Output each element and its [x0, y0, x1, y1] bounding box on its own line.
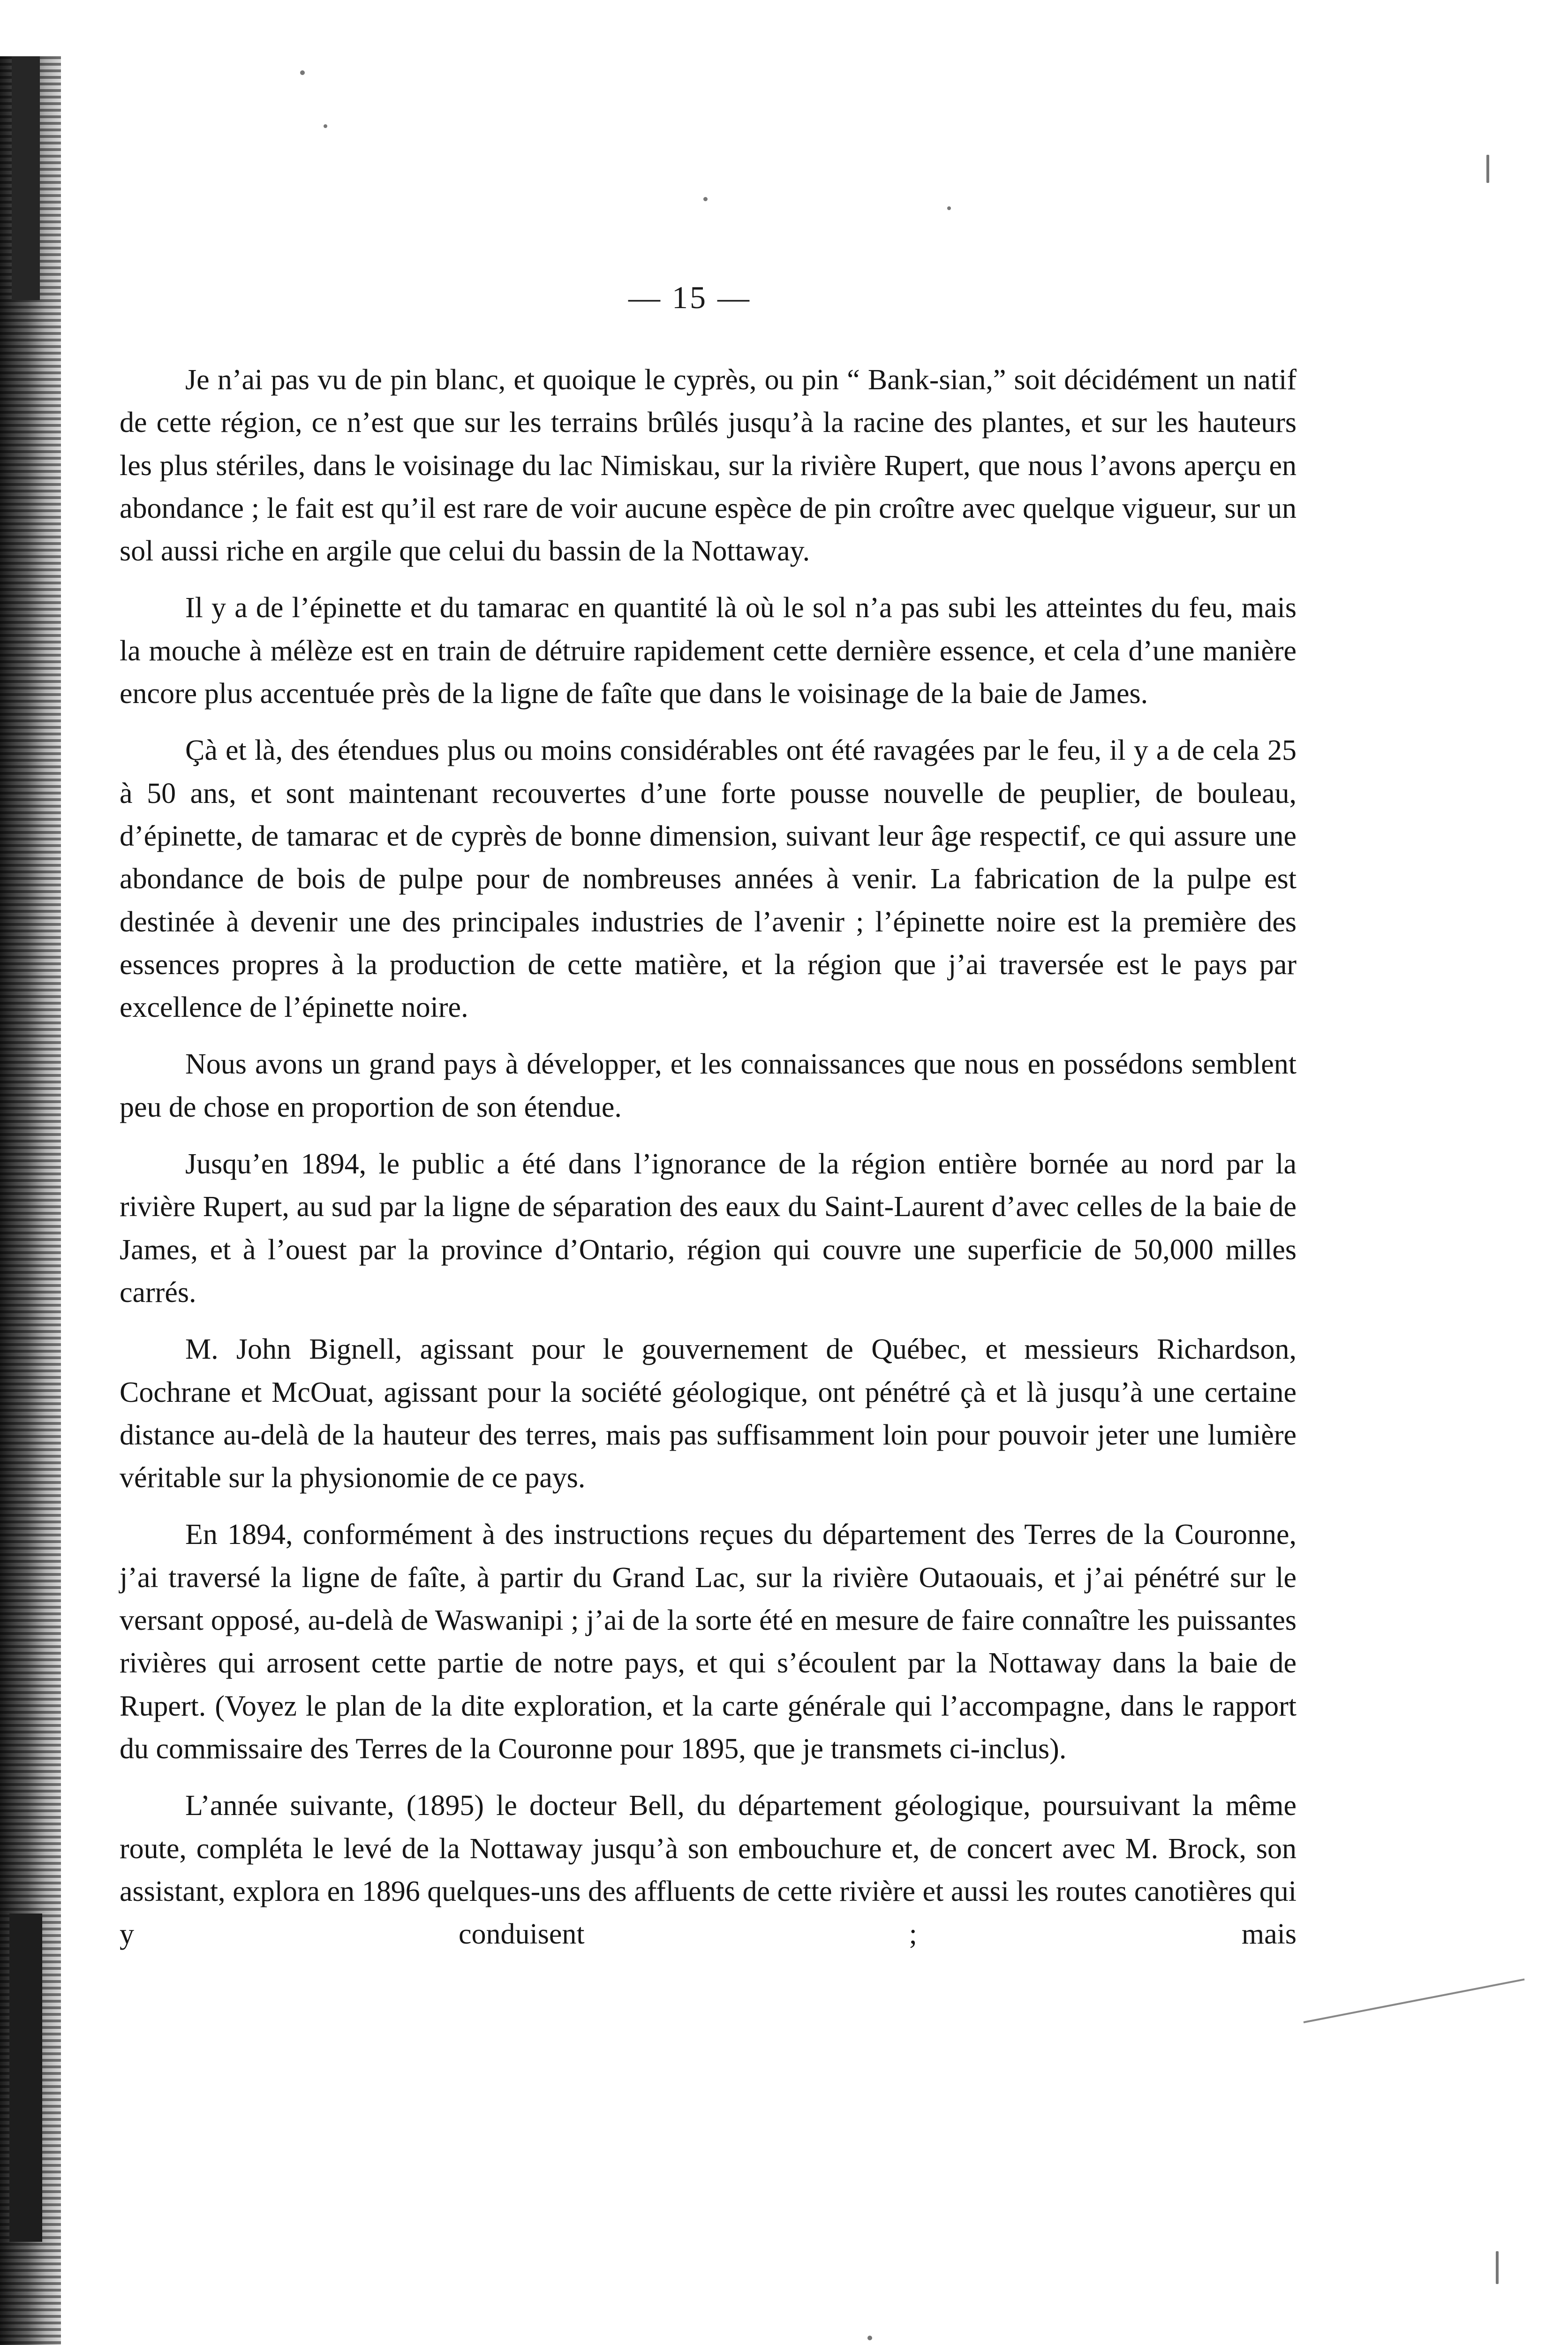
scan-speck [867, 2336, 872, 2340]
binding-edge-dark-strip [12, 56, 40, 300]
scan-speck [324, 124, 327, 128]
paragraph: En 1894, conformément à des instructions reçues du département des Terres de la Couronne, j’ai traversé la ligne de faîte, à partir du Grand Lac, sur la rivière Outaouais, et j’ai pénétré sur le versant opposé, au-delà de Waswanipi ; j’ai de la sorte été en mesure de faire connaître les puissantes rivières qui arrosent cette partie de notre pays, et qui s’écoulent par la Nottaway dans la baie de Rupert. (Voyez le plan de la dite exploration, et la carte générale qui l’accompagne, dans le rapport du commissaire des Terres de la Couronne pour 1895, que je transmets ci-inclus). [120, 1519, 1297, 1765]
pencil-mark [1304, 1978, 1525, 2023]
body-text [120, 359, 1297, 1956]
scan-speck [703, 197, 708, 201]
binding-edge-dark-strip [9, 1914, 42, 2242]
page-number: — 15 — [628, 280, 751, 315]
scan-speck [1496, 2251, 1499, 2284]
scan-speck [947, 206, 951, 210]
paragraph: M. John Bignell, agissant pour le gouvernement de Québec, et messieurs Richardson, Cochrane et McOuat, agissant pour la société géologique, ont pénétré çà et là jusqu’à une certaine distance au-delà de la hauteur des terres, mais pas suffisamment loin pour pouvoir jeter une lumière véritable sur la physionomie de ce pays. [120, 1333, 1297, 1494]
paragraph: Nous avons un grand pays à développer, et les connaissances que nous en possédons semblent peu de chose en proportion de son étendue. [120, 1048, 1297, 1123]
paragraph: L’année suivante, (1895) le docteur Bell, du département géologique, poursuivant la même route, compléta le levé de la Nottaway jusqu’à son embouchure et, de concert avec M. Brock, son assistant, explora en 1896 quelques-uns des affluents de cette rivière et aussi les routes canotières qui y conduisent ; mais [120, 1790, 1297, 1951]
paragraph: Jusqu’en 1894, le public a été dans l’ignorance de la région entière bornée au nord par la rivière Rupert, au sud par la ligne de séparation des eaux du Saint-Laurent d’avec celles de la baie de James, et à l’ouest par la province d’Ontario, région qui couvre une superficie de 50,000 milles carrés. [120, 1148, 1297, 1309]
scan-speck [1486, 155, 1489, 183]
scan-speck [300, 70, 305, 75]
paragraph: Il y a de l’épinette et du tamarac en quantité là où le sol n’a pas subi les atteintes du feu, mais la mouche à mélèze est en train de détruire rapidement cette dernière essence, et cela d’une manière encore plus accentuée près de la ligne de faîte que dans le voisinage de la baie de James. [120, 592, 1297, 710]
paragraph: Je n’ai pas vu de pin blanc, et quoique le cyprès, ou pin “ Bank-sian,” soit décidément un natif de cette région, ce n’est que sur les terrains brûlés jusqu’à la racine des plantes, et sur les hauteurs les plus stériles, dans le voisinage du lac Nimiskau, sur la rivière Rupert, que nous l’avons aperçu en abondance ; le fait est qu’il est rare de voir aucune espèce de pin croître avec quelque vigueur, sur un sol aussi riche en argile que celui du bassin de la Nottaway. [120, 364, 1297, 567]
paragraph: Çà et là, des étendues plus ou moins considérables ont été ravagées par le feu, il y a de cela 25 à 50 ans, et sont maintenant recouvertes d’une forte pousse nouvelle de peuplier, de bouleau, d’épinette, de tamarac et de cyprès de bonne dimension, suivant leur âge respectif, ce qui assure une abondance de bois de pulpe pour de nombreuses années à venir. La fabrication de la pulpe est destinée à devenir une des principales industries de l’avenir ; l’épinette noire est la première des essences propres à la production de cette matière, et la région que j’ai traversée est le pays par excellence de l’épinette noire. [120, 734, 1297, 1024]
